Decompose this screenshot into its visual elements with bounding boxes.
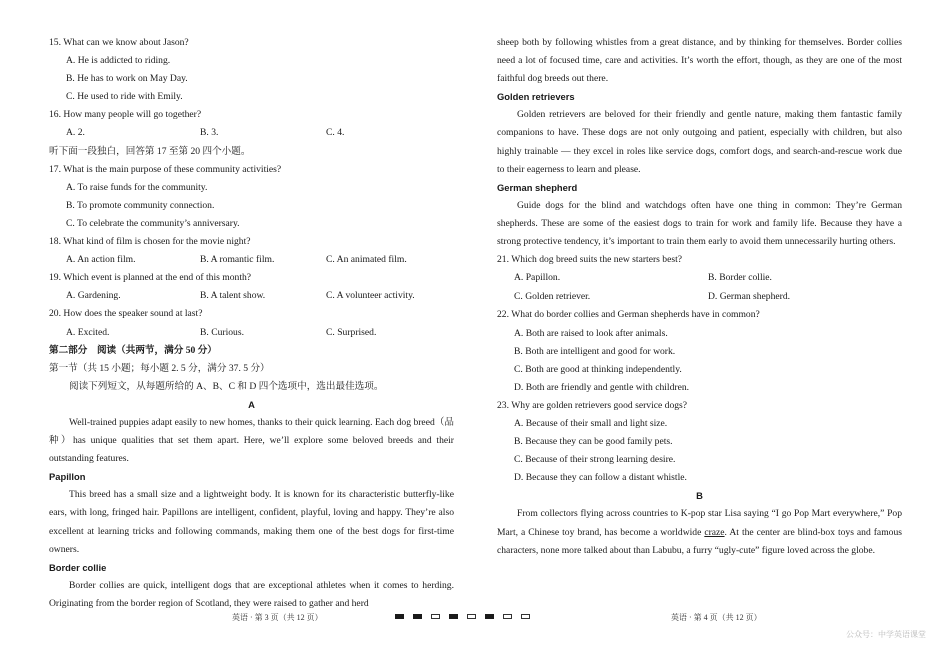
hollow-square-mark — [521, 614, 530, 619]
filled-square-mark — [395, 614, 404, 619]
hollow-square-mark — [503, 614, 512, 619]
question-21-options-row-1 — [497, 269, 902, 288]
question-16-options — [49, 124, 454, 142]
question-15-option-b: B. He has to work on May Day. — [66, 73, 188, 85]
question-19-option-a: A. Gardening. — [66, 290, 121, 302]
question-19-stem: 19. Which event is planned at the end of this month? — [49, 272, 252, 284]
question-18-option-b: B. A romantic film. — [200, 254, 275, 266]
registration-marks — [395, 614, 530, 619]
passage-b-label: B — [696, 490, 703, 502]
german-shepherd-heading: German shepherd — [497, 181, 578, 193]
footer-page-right: 英语 · 第 4 页（共 12 页） — [671, 613, 762, 622]
section-1-heading: 第一节（共 15 小题；每小题 2. 5 分，满分 37. 5 分） — [49, 362, 270, 374]
passage-b-text-after: . At the center are blind-box toys and famous characters, none more talked about than Labubu, a furry “ugly-cute” figure loved across the globe. — [497, 526, 902, 556]
question-20-options — [49, 324, 454, 342]
question-17-option-c: C. To celebrate the community’s anniversary. — [66, 217, 240, 229]
border-collie-paragraph: Border collies are quick, intelligent dogs that are exceptional athletes when it comes to herding. Originating from the border region of Scotland, they were raised to gather and herd — [49, 579, 454, 609]
question-16-option-a: A. 2. — [66, 127, 85, 139]
hollow-square-mark — [431, 614, 440, 619]
passage-a-label: A — [248, 398, 255, 410]
papillon-paragraph: This breed has a small size and a lightweight body. It is known for its characteristic butterfly-like ears, with long, fringed hair. Papillons are intelligent, confident, playful, loving and happy. They’re also excellent at learning tricks and following commands, making them one of the best dogs for first-time owners. — [49, 489, 454, 555]
golden-retrievers-heading: Golden retrievers — [497, 91, 575, 103]
question-17-option-b: B. To promote community connection. — [66, 199, 215, 211]
passage-b-paragraph — [497, 505, 902, 559]
question-18-option-a: A. An action film. — [66, 254, 136, 266]
question-23-option-d: D. Because they can follow a distant whistle. — [514, 472, 687, 484]
watermark: 公众号：中学英语课堂 — [846, 630, 926, 639]
question-15-option-a: A. He is addicted to riding. — [66, 55, 171, 67]
question-23-stem: 23. Why are golden retrievers good service dogs? — [497, 399, 688, 411]
question-17-stem: 17. What is the main purpose of these community activities? — [49, 163, 282, 175]
golden-retrievers-paragraph: Golden retrievers are beloved for their friendly and gentle nature, making them fantastic family companions to have. These dogs are not only outgoing and patient, especially with children, but also highly trainable — they excel in roles like service dogs, comfort dogs, and search-and-rescue work due to their eagerness to learn and please. — [497, 109, 902, 175]
filled-square-mark — [485, 614, 494, 619]
underlined-word-craze: craze — [704, 526, 725, 538]
question-19-option-b: B. A talent show. — [200, 290, 266, 302]
question-20-stem: 20. How does the speaker sound at last? — [49, 308, 203, 320]
hollow-square-mark — [467, 614, 476, 619]
question-21-stem: 21. Which dog breed suits the new starters best? — [497, 254, 682, 266]
filled-square-mark — [413, 614, 422, 619]
part-2-heading: 第二部分 阅读（共两节，满分 50 分） — [49, 344, 217, 356]
question-17-option-a: A. To raise funds for the community. — [66, 181, 208, 193]
question-22-option-c: C. Both are good at thinking independently. — [514, 363, 682, 375]
question-23-option-a: A. Because of their small and light size. — [514, 417, 668, 429]
question-16-option-b: B. 3. — [200, 127, 219, 139]
question-22-option-d: D. Both are friendly and gentle with children. — [514, 381, 690, 393]
border-collie-heading: Border collie — [49, 561, 107, 573]
right-column — [497, 34, 902, 560]
question-18-options — [49, 251, 454, 269]
left-column — [49, 34, 454, 613]
reading-instruction: 阅读下列短文，从每题所给的 A、B、C 和 D 四个选项中，选出最佳选项。 — [69, 380, 384, 392]
question-20-option-c: C. Surprised. — [326, 326, 377, 338]
question-18-option-c: C. An animated film. — [326, 254, 407, 266]
question-21-option-d: D. German shepherd. — [708, 290, 791, 302]
question-16-stem: 16. How many people will go together? — [49, 109, 202, 121]
question-19-option-c: C. A volunteer activity. — [326, 290, 415, 302]
question-22-option-b: B. Both are intelligent and good for work. — [514, 345, 676, 357]
passage-a-intro: Well-trained puppies adapt easily to new homes, thanks to their quick learning. Each dog breed（品种）has unique qualities that set them apart. Here, we’ll explore some beloved breeds and their outstanding features. — [49, 416, 454, 465]
question-20-option-b: B. Curious. — [200, 326, 244, 338]
question-21-option-c: C. Golden retriever. — [514, 290, 591, 302]
passage-b-text-before: From collectors flying across countries to K-pop star Lisa saying “I go Pop Mart everywhere,” Pop Mart, a Chinese toy brand, has become a worldwide — [497, 508, 902, 538]
question-20-option-a: A. Excited. — [66, 326, 110, 338]
footer-page-left: 英语 · 第 3 页（共 12 页） — [232, 613, 323, 622]
question-23-option-c: C. Because of their strong learning desire. — [514, 454, 676, 466]
question-18-stem: 18. What kind of film is chosen for the movie night? — [49, 236, 251, 248]
question-21-option-a: A. Papillon. — [514, 272, 561, 284]
question-16-option-c: C. 4. — [326, 127, 345, 139]
question-23-option-b: B. Because they can be good family pets. — [514, 436, 673, 448]
listening-instruction: 听下面一段独白，回答第 17 至第 20 四个小题。 — [49, 145, 251, 157]
question-22-option-a: A. Both are raised to look after animals. — [514, 327, 668, 339]
border-collie-paragraph-continued: sheep both by following whistles from a great distance, and by thinking for themselves. Border collies need a lot of focused time, care and activities. It’s worth the effort, though, as they are one of the most faithful dog breeds out there. — [497, 37, 902, 85]
question-22-stem: 22. What do border collies and German shepherds have in common? — [497, 309, 760, 321]
question-21-option-b: B. Border collie. — [708, 272, 772, 284]
question-15-stem: 15. What can we know about Jason? — [49, 37, 189, 48]
german-shepherd-paragraph: Guide dogs for the blind and watchdogs often have one thing in common: They’re German shepherds. These are some of the easiest dogs to train for work and family life. Because they have a strong protective tendency, it’s important to train them early to avoid them unnecessarily hurting others. — [497, 199, 902, 248]
question-21-options-row-2 — [497, 288, 902, 307]
papillon-heading: Papillon — [49, 471, 86, 483]
question-15-option-c: C. He used to ride with Emily. — [66, 91, 183, 103]
filled-square-mark — [449, 614, 458, 619]
question-19-options — [49, 287, 454, 305]
